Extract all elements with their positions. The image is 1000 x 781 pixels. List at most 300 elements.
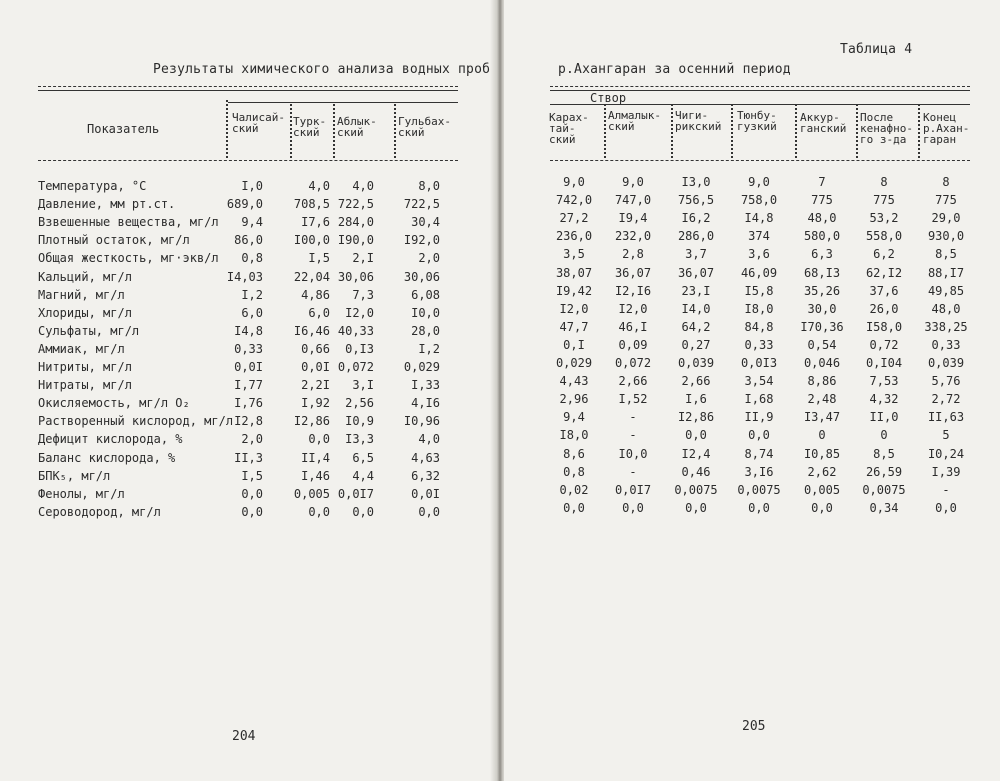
value-cell: -	[629, 464, 637, 479]
table-row	[504, 318, 1000, 336]
value-cell: 0,0	[622, 500, 644, 515]
value-cell: 0,0075	[737, 482, 781, 497]
table-row	[504, 408, 1000, 426]
value-cell: I2,0	[345, 305, 374, 320]
value-cell: 4,I6	[411, 396, 440, 411]
value-cell: 8,5	[935, 247, 957, 262]
value-cell: 775	[935, 193, 957, 208]
table-row	[38, 213, 468, 231]
value-cell: 0,0	[935, 500, 957, 515]
site-group-rule	[228, 102, 458, 103]
value-cell: 9,0	[748, 175, 770, 189]
value-cell: 722,5	[403, 197, 440, 212]
value-cell: 27,2	[559, 211, 589, 226]
value-cell: 0,0	[811, 500, 833, 515]
value-cell: I,2	[418, 341, 440, 356]
value-cell: I,6	[685, 392, 707, 407]
parameter-label: БПК₅, мг/л	[38, 468, 111, 483]
table-row	[38, 231, 468, 249]
header-top-rule	[38, 86, 458, 87]
value-cell: 5	[942, 428, 950, 443]
value-cell: 28,0	[411, 323, 440, 338]
value-cell: 0,8	[563, 464, 585, 479]
value-cell: 6,3	[811, 247, 833, 262]
value-cell: 3,I6	[744, 464, 774, 479]
value-cell: 62,I2	[865, 265, 903, 280]
value-cell: 742,0	[555, 193, 593, 208]
value-cell: 4,63	[411, 450, 440, 465]
value-cell: 0	[818, 428, 826, 443]
table-row	[504, 372, 1000, 390]
value-cell: 64,2	[681, 319, 711, 334]
value-cell: 4,0	[418, 432, 440, 447]
table-row	[38, 503, 468, 521]
value-cell: I,0	[241, 179, 263, 193]
table-row	[38, 195, 468, 213]
value-cell: 580,0	[803, 229, 841, 244]
value-cell: 930,0	[927, 229, 965, 244]
value-cell: 3,I	[352, 378, 374, 393]
table-row	[38, 358, 468, 376]
value-cell: 40,33	[337, 323, 374, 338]
value-cell: I9,42	[555, 283, 593, 298]
value-cell: 0,046	[803, 356, 841, 370]
value-cell: 0,029	[555, 356, 593, 370]
parameter-label: Фенолы, мг/л	[38, 486, 125, 501]
value-cell: I92,0	[403, 233, 440, 248]
value-cell: 0,039	[677, 356, 715, 370]
site-header-akkurgan: Аккур- ганский	[800, 111, 847, 135]
value-cell: 23,I	[681, 283, 711, 298]
value-cell: 53,2	[869, 211, 899, 226]
table-row	[38, 485, 468, 503]
value-cell: 747,0	[614, 193, 652, 208]
value-cell: 36,07	[614, 265, 652, 280]
value-cell: -	[629, 428, 637, 443]
value-cell: -	[942, 482, 950, 497]
value-cell: I4,8	[744, 211, 774, 226]
value-cell: I,92	[301, 396, 330, 411]
value-cell: 0,46	[681, 464, 711, 479]
value-cell: 0,I04	[865, 356, 903, 370]
value-cell: 3,5	[563, 247, 585, 262]
right-table-title: р.Ахангаран за осенний период	[558, 62, 791, 77]
column-divider	[604, 104, 606, 158]
value-cell: I2,0	[618, 301, 648, 316]
value-cell: I0,85	[803, 446, 841, 461]
table-row	[504, 445, 1000, 463]
value-cell: 0,029	[403, 360, 440, 374]
column-divider	[795, 104, 797, 158]
value-cell: 0,0I7	[337, 486, 374, 501]
value-cell: I2,I6	[614, 283, 652, 298]
value-cell: I9,4	[618, 211, 648, 226]
value-cell: 0,005	[803, 482, 841, 497]
value-cell: 558,0	[865, 229, 903, 244]
parameter-label: Температура, °С	[38, 179, 147, 193]
value-cell: I,5	[241, 468, 263, 483]
value-cell: 2,62	[807, 464, 837, 479]
value-cell: 6,0	[308, 305, 330, 320]
header-top-rule-solid	[38, 90, 458, 91]
value-cell: 8,86	[807, 374, 837, 389]
value-cell: 775	[873, 193, 895, 208]
value-cell: 2,8	[622, 247, 644, 262]
parameter-label: Магний, мг/л	[38, 287, 125, 302]
value-cell: 2,0	[241, 432, 263, 447]
value-cell: 3,7	[685, 247, 707, 262]
value-cell: 4,32	[869, 392, 899, 407]
value-cell: 0,0	[563, 500, 585, 515]
value-cell: 284,0	[337, 215, 374, 230]
value-cell: 2,96	[559, 392, 589, 407]
value-cell: 0,0	[685, 500, 707, 515]
value-cell: 0,27	[681, 337, 711, 352]
site-header-river-end: Конец р.Ахан- гаран	[923, 111, 970, 146]
left-table-title: Результаты химического анализа водных проб	[153, 62, 491, 77]
parameter-label: Сульфаты, мг/л	[38, 323, 140, 338]
value-cell: 29,0	[931, 211, 961, 226]
value-cell: 0,33	[744, 337, 774, 352]
value-cell: 30,06	[403, 269, 440, 284]
page-number-right: 205	[742, 719, 766, 734]
value-cell: 8	[880, 175, 888, 189]
table-row	[38, 430, 468, 448]
value-cell: I,5	[308, 251, 330, 266]
value-cell: 708,5	[293, 197, 330, 212]
right-header-top-rule	[550, 86, 970, 87]
parameter-label: Хлориды, мг/л	[38, 305, 132, 320]
value-cell: 3,6	[748, 247, 770, 262]
table-row	[504, 173, 1000, 191]
value-cell: 0,0075	[862, 482, 906, 497]
value-cell: 8	[942, 175, 950, 189]
value-cell: 0,33	[234, 341, 263, 356]
value-cell: 0,54	[807, 337, 837, 352]
value-cell: 0,005	[293, 486, 330, 501]
value-cell: 0,0	[352, 504, 374, 519]
value-cell: 22,04	[293, 269, 330, 284]
site-header-chigirik: Чиги- рикский	[675, 109, 722, 133]
value-cell: 37,6	[869, 283, 899, 298]
value-cell: 4,86	[301, 287, 330, 302]
parameter-label: Растворенный кислород, мг/л	[38, 414, 234, 429]
value-cell: 0,02	[559, 482, 589, 497]
table-row	[504, 499, 1000, 517]
value-cell: 0,0	[241, 486, 263, 501]
value-cell: 0,34	[869, 500, 899, 515]
value-cell: I2,86	[293, 414, 330, 429]
table-row	[38, 412, 468, 430]
value-cell: 236,0	[555, 229, 593, 244]
site-header-tyunbuguz: Тюнбу- гузкий	[737, 109, 777, 133]
value-cell: 374	[748, 229, 770, 244]
parameter-label: Нитриты, мг/л	[38, 360, 132, 374]
right-header-bottom-rule	[550, 160, 970, 161]
group-header-rule	[550, 104, 970, 105]
value-cell: 0,072	[337, 360, 374, 374]
table-row	[504, 426, 1000, 444]
group-header-stvor: Створ	[590, 91, 627, 105]
value-cell: 6,2	[873, 247, 895, 262]
value-cell: 722,5	[337, 197, 374, 212]
parameter-label: Аммиак, мг/л	[38, 341, 125, 356]
column-divider	[394, 104, 396, 158]
value-cell: II,9	[744, 410, 774, 425]
value-cell: I6,46	[293, 323, 330, 338]
value-cell: 6,32	[411, 468, 440, 483]
value-cell: 0,0	[308, 432, 330, 447]
value-cell: 2,I	[352, 251, 374, 266]
value-cell: 0,I3	[345, 341, 374, 356]
value-cell: I0,9	[345, 414, 374, 429]
value-cell: 0,I	[563, 337, 585, 352]
value-cell: I8,0	[744, 301, 774, 316]
table-row	[38, 467, 468, 485]
parameter-label: Плотный остаток, мг/л	[38, 233, 190, 248]
value-cell: 36,07	[677, 265, 715, 280]
parameter-label: Взвешенные вещества, мг/л	[38, 215, 219, 230]
parameter-label: Сероводород, мг/л	[38, 504, 161, 519]
value-cell: 7,3	[352, 287, 374, 302]
site-header-ablyk: Аблык- ский	[337, 115, 377, 139]
value-cell: I2,0	[559, 301, 589, 316]
value-cell: I,2	[241, 287, 263, 302]
value-cell: 86,0	[234, 233, 263, 248]
value-cell: 0,039	[927, 356, 965, 370]
value-cell: 30,06	[337, 269, 374, 284]
right-page	[504, 0, 1000, 781]
value-cell: 2,2I	[301, 378, 330, 393]
table-row	[38, 177, 468, 195]
value-cell: 0,0	[418, 504, 440, 519]
parameter-column-header: Показатель	[87, 122, 160, 136]
column-divider	[333, 104, 335, 158]
value-cell: I4,0	[681, 301, 711, 316]
value-cell: I90,0	[337, 233, 374, 248]
value-cell: II,0	[869, 410, 899, 425]
table-row	[504, 463, 1000, 481]
value-cell: 2,0	[418, 251, 440, 266]
value-cell: 2,72	[931, 392, 961, 407]
value-cell: 0,0I	[301, 360, 330, 374]
value-cell: 4,4	[352, 468, 374, 483]
table-row	[504, 300, 1000, 318]
value-cell: I00,0	[293, 233, 330, 248]
table-row	[38, 376, 468, 394]
value-cell: 88,I7	[927, 265, 965, 280]
parameter-label: Дефицит кислорода, %	[38, 432, 183, 447]
value-cell: I8,0	[559, 428, 589, 443]
table-row	[38, 394, 468, 412]
table-number-label: Таблица 4	[840, 42, 913, 57]
value-cell: I58,0	[865, 319, 903, 334]
value-cell: 758,0	[740, 193, 778, 208]
value-cell: I5,8	[744, 283, 774, 298]
value-cell: 0,66	[301, 341, 330, 356]
table-row	[504, 191, 1000, 209]
table-row	[38, 304, 468, 322]
column-divider	[671, 104, 673, 158]
value-cell: 2,66	[681, 374, 711, 389]
value-cell: 8,0	[418, 179, 440, 193]
value-cell: 0,0I	[411, 486, 440, 501]
value-cell: 3,54	[744, 374, 774, 389]
value-cell: I0,24	[927, 446, 965, 461]
value-cell: I3,0	[681, 175, 711, 189]
table-row	[38, 322, 468, 340]
value-cell: I3,3	[345, 432, 374, 447]
value-cell: 286,0	[677, 229, 715, 244]
value-cell: 2,48	[807, 392, 837, 407]
value-cell: 2,56	[345, 396, 374, 411]
value-cell: 0,33	[931, 337, 961, 352]
value-cell: 47,7	[559, 319, 589, 334]
value-cell: I,39	[931, 464, 961, 479]
value-cell: I4,03	[226, 269, 263, 284]
value-cell: 9,0	[622, 175, 644, 189]
value-cell: 9,0	[563, 175, 585, 189]
value-cell: 0,072	[614, 356, 652, 370]
value-cell: 8,5	[873, 446, 895, 461]
value-cell: I,76	[234, 396, 263, 411]
value-cell: 0,09	[618, 337, 648, 352]
site-header-turk: Турк- ский	[293, 115, 327, 139]
parameter-label: Баланс кислорода, %	[38, 450, 176, 465]
table-row	[38, 449, 468, 467]
value-cell: 0,0	[241, 504, 263, 519]
value-cell: -	[629, 410, 637, 425]
value-cell: 7,53	[869, 374, 899, 389]
value-cell: 8,74	[744, 446, 774, 461]
value-cell: I,46	[301, 468, 330, 483]
value-cell: II,63	[927, 410, 965, 425]
value-cell: 0,0I	[234, 360, 263, 374]
value-cell: 4,0	[308, 179, 330, 193]
value-cell: 46,09	[740, 265, 778, 280]
table-row	[504, 336, 1000, 354]
value-cell: 0,0I3	[740, 356, 778, 370]
table-row	[504, 390, 1000, 408]
left-page	[0, 0, 496, 781]
value-cell: 775	[811, 193, 833, 208]
site-header-almalyk: Алмалык- ский	[608, 109, 661, 133]
value-cell: 9,4	[563, 410, 585, 425]
value-cell: 689,0	[226, 197, 263, 212]
value-cell: 6,5	[352, 450, 374, 465]
value-cell: 84,8	[744, 319, 774, 334]
value-cell: 6,0	[241, 305, 263, 320]
value-cell: I,77	[234, 378, 263, 393]
site-header-karakhtai: Карах- тай- ский	[549, 111, 589, 146]
table-row	[504, 209, 1000, 227]
value-cell: 0,0	[748, 428, 770, 443]
value-cell: 0	[880, 428, 888, 443]
page-number-left: 204	[232, 729, 256, 744]
value-cell: I7,6	[301, 215, 330, 230]
value-cell: 338,25	[924, 319, 968, 334]
column-divider	[918, 104, 920, 158]
parameter-label: Общая жесткость, мг·экв/л	[38, 251, 219, 266]
table-row	[504, 227, 1000, 245]
value-cell: 2,66	[618, 374, 648, 389]
parameter-label: Кальций, мг/л	[38, 269, 132, 284]
value-cell: I3,47	[803, 410, 841, 425]
value-cell: 48,0	[807, 211, 837, 226]
value-cell: 232,0	[614, 229, 652, 244]
table-row	[504, 354, 1000, 372]
value-cell: 68,I3	[803, 265, 841, 280]
value-cell: 756,5	[677, 193, 715, 208]
table-row	[38, 249, 468, 267]
value-cell: 26,0	[869, 301, 899, 316]
value-cell: I0,0	[618, 446, 648, 461]
value-cell: 0,8	[241, 251, 263, 266]
table-row	[38, 340, 468, 358]
site-header-kenaf-plant: После кенафно- го з-да	[860, 111, 913, 146]
parameter-label: Нитраты, мг/л	[38, 378, 132, 393]
site-header-gulbakh: Гульбах- ский	[398, 115, 451, 139]
value-cell: 6,08	[411, 287, 440, 302]
header-bottom-rule	[38, 160, 458, 161]
column-divider	[856, 104, 858, 158]
value-cell: I2,4	[681, 446, 711, 461]
value-cell: 38,07	[555, 265, 593, 280]
table-row	[504, 245, 1000, 263]
value-cell: II,3	[234, 450, 263, 465]
value-cell: I6,2	[681, 211, 711, 226]
table-row	[504, 481, 1000, 499]
value-cell: 5,76	[931, 374, 961, 389]
table-row	[38, 286, 468, 304]
parameter-label: Давление, мм рт.ст.	[38, 197, 176, 212]
value-cell: 0,0	[308, 504, 330, 519]
value-cell: I4,8	[234, 323, 263, 338]
value-cell: 0,0075	[674, 482, 718, 497]
column-divider	[731, 104, 733, 158]
value-cell: I0,0	[411, 305, 440, 320]
value-cell: 0,0I7	[614, 482, 652, 497]
column-divider	[226, 100, 228, 158]
value-cell: 4,0	[352, 179, 374, 193]
value-cell: 30,4	[411, 215, 440, 230]
value-cell: II,4	[301, 450, 330, 465]
value-cell: 46,I	[618, 319, 648, 334]
value-cell: 49,85	[927, 283, 965, 298]
value-cell: 7	[818, 175, 826, 189]
value-cell: 4,43	[559, 374, 589, 389]
value-cell: I,33	[411, 378, 440, 393]
column-divider	[290, 104, 292, 158]
value-cell: I70,36	[800, 319, 844, 334]
site-header-chalisai: Чалисай- ский	[232, 111, 285, 135]
parameter-label: Окисляемость, мг/л O₂	[38, 396, 190, 411]
value-cell: 8,6	[563, 446, 585, 461]
value-cell: 48,0	[931, 301, 961, 316]
value-cell: I2,86	[677, 410, 715, 425]
value-cell: 30,0	[807, 301, 837, 316]
value-cell: 35,26	[803, 283, 841, 298]
value-cell: I,68	[744, 392, 774, 407]
value-cell: 0,0	[748, 500, 770, 515]
table-row	[38, 268, 468, 286]
value-cell: 26,59	[865, 464, 903, 479]
value-cell: 9,4	[241, 215, 263, 230]
table-row	[504, 282, 1000, 300]
value-cell: 0,0	[685, 428, 707, 443]
value-cell: I0,96	[403, 414, 440, 429]
value-cell: I,52	[618, 392, 648, 407]
